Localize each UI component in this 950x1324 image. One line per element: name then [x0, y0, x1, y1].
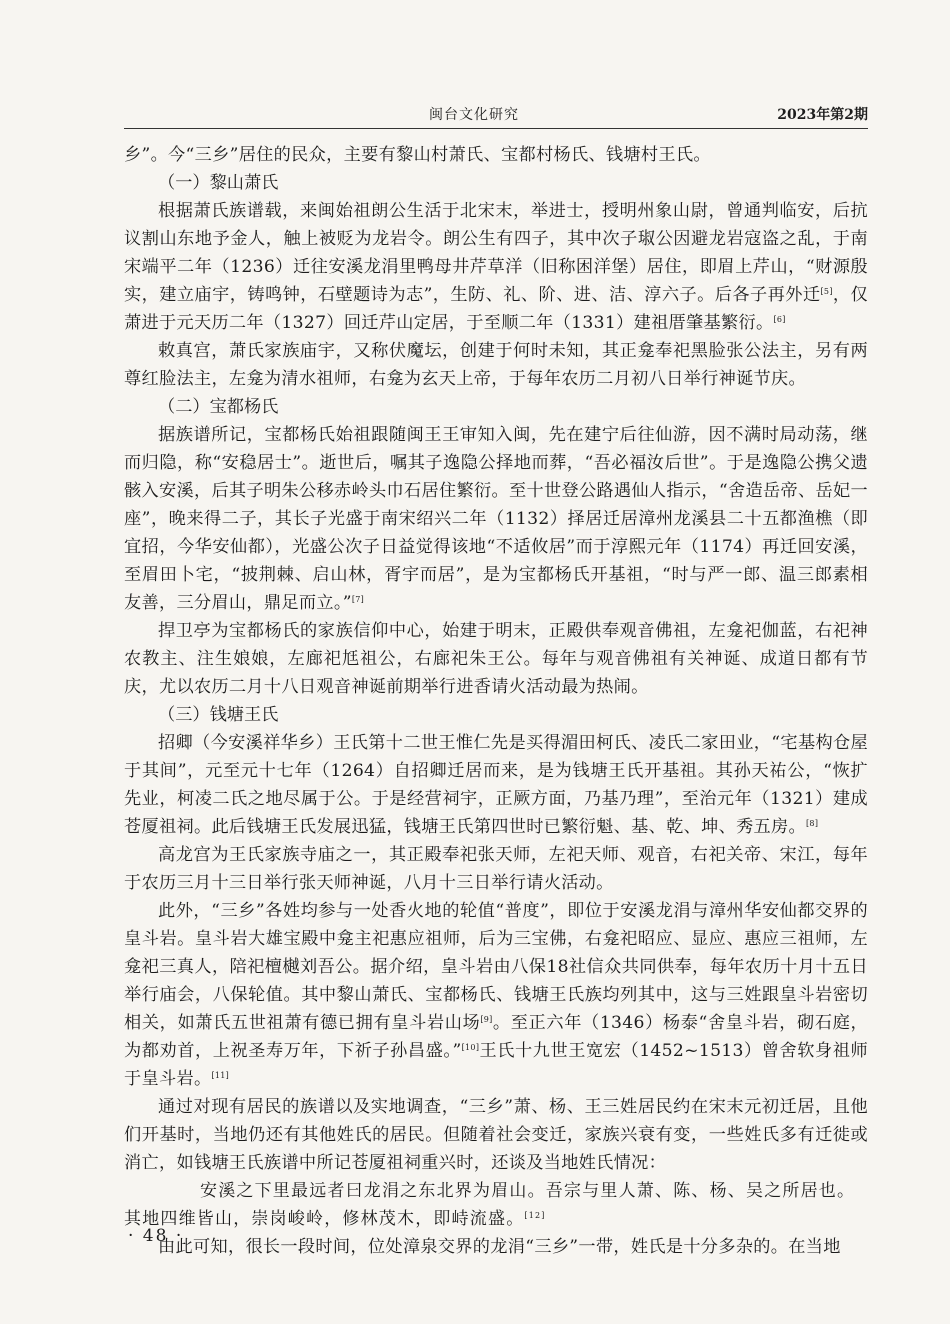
block-quote — [124, 1177, 868, 1233]
footnote-ref: [10] — [461, 1043, 480, 1052]
article-body — [124, 141, 868, 1261]
paragraph: 乡”。今“三乡”居住的民众，主要有黎山村萧氏、宝都村杨氏、钱塘村王氏。 — [124, 145, 711, 165]
running-header — [124, 104, 868, 129]
footnote-ref: [12] — [524, 1211, 546, 1220]
paragraph: 由此可知，很长一段时间，位处漳泉交界的龙涓“三乡”一带，姓氏是十分多杂的。在当地 — [158, 1237, 841, 1257]
section-heading: （二）宝都杨氏 — [158, 397, 279, 417]
footnote-ref: [9] — [480, 1015, 493, 1024]
quote-text: 安溪之下里最远者曰龙涓之东北界为眉山。吾宗与里人萧、陈、杨、吴之所居也。其地四维皆山，崇岗峻岭，修林茂木，即峙流盛。 — [124, 1181, 856, 1229]
section-heading: （一）黎山萧氏 — [158, 173, 279, 193]
paragraph: 高龙宫为王氏家族寺庙之一，其正殿奉祀张天师，左祀天师、观音，右祀关帝、宋江，每年于农历三月十三日举行张天师神诞，八月十三日举行请火活动。 — [124, 845, 868, 893]
section-heading: （三）钱塘王氏 — [158, 705, 279, 725]
paragraph: 通过对现有居民的族谱以及实地调查，“三乡”萧、杨、王三姓居民约在宋末元初迁居，且他们开基时，当地仍还有其他姓氏的居民。但随着社会变迁，家族兴衰有变，一些姓氏多有迁徙或消亡，如钱塘王氏族谱中所记苍厦祖祠重兴时，还谈及当地姓氏情况： — [124, 1097, 868, 1173]
journal-title: 闽台文化研究 — [429, 107, 519, 123]
paragraph-text: 。至正六年（1346）杨泰“舍皇斗岩，砌石庭，为都劝首，上祝圣寿万年，下祈子孙昌盛。” — [124, 1013, 868, 1061]
paragraph: 捍卫亭为宝都杨氏的家族信仰中心，始建于明末，正殿供奉观音佛祖，左龛祀伽蓝，右祀神农教主、注生娘娘，左廊祀尪祖公，右廊祀朱王公。每年与观音佛祖有关神诞、成道日都有节庆，尤以农历二月十八日观音神诞前期举行进香请火活动最为热闹。 — [124, 621, 868, 697]
footnote-ref: [11] — [211, 1071, 230, 1080]
paragraph-text: 据族谱所记，宝都杨氏始祖跟随闽王王审知入闽，先在建宁后往仙游，因不满时局动荡，继而归隐，称“安稳居士”。逝世后，嘱其子逸隐公择地而葬，“吾必福汝后世”。于是逸隐公携父遗骸入安溪，后其子明朱公移赤岭头巾石居住繁衍。至十世登公路遇仙人指示，“舍造岳帝、岳妃一座”，晚来得二子，其长子光盛于南宋绍兴二年（1132）择居迁居漳州龙溪县二十五都渔樵（即宜招，今华安仙都），光盛公次子日益觉得该地“不适攸居”而于淳熙元年（1174）再迁回安溪，至眉田卜宅，“披荆棘、启山林，胥宇而居”，是为宝都杨氏开基祖，“时与严一郎、温三郎素相友善，三分眉山，鼎足而立。” — [124, 425, 868, 613]
paragraph-text: 王氏十九世王宽宏（1452~1513）曾舍软身祖师于皇斗岩。 — [124, 1041, 868, 1089]
footnote-ref: [7] — [351, 595, 365, 604]
issue-label: 2023年第2期 — [777, 107, 868, 123]
paragraph — [124, 897, 868, 1093]
paragraph-text: 此外，“三乡”各姓均参与一处香火地的轮值“普度”，即位于安溪龙涓与漳州华安仙都交界的皇斗岩。皇斗岩大雄宝殿中龛主祀惠应祖师，后为三宝佛，右龛祀昭应、显应、惠应三祖师，左龛祀三真人，陪祀檀樾刘吾公。据介绍，皇斗岩由八保18社信众共同供奉，每年农历十月十五日举行庙会，八保轮值。其中黎山萧氏、宝都杨氏、钱塘王氏族均列其中，这与三姓跟皇斗岩密切相关，如萧氏五世祖萧有德已拥有皇斗岩山场 — [124, 901, 868, 1033]
paragraph-text: 招卿（今安溪祥华乡）王氏第十二世王惟仁先是买得湄田柯氏、凌氏二家田业，“宅基构仓屋于其间”，元至元十七年（1264）自招卿迁居而来，是为钱塘王氏开基祖。其孙天祐公，“恢扩先业，柯凌二氏之地尽属于公。于是经营祠宇，正厥方面，乃基乃理”，至治元年（1321）建成苍厦祖祠。此后钱塘王氏发展迅猛，钱塘王氏第四世时已繁衍魁、基、乾、坤、秀五房。 — [124, 733, 868, 837]
footnote-ref: [6] — [773, 315, 786, 324]
paragraph-text: 根据萧氏族谱载，来闽始祖朗公生活于北宋末，举进士，授明州象山尉，曾通判临安，后抗议割山东地予金人，触上被贬为龙岩令。朗公生有四子，其中次子琡公因避龙岩寇盗之乱，于南宋端平二年（1236）迁往安溪龙涓里鸭母井芹草洋（旧称困洋堡）居住，即眉上芹山，“财源殷实，建立庙宇，铸鸣钟，石壁题诗为志”，生防、礼、阶、进、洁、淳六子。后各子再外迁 — [124, 201, 868, 305]
paragraph: 敕真宫，萧氏家族庙宇，又称伏魔坛，创建于何时未知，其正龛奉祀黑脸张公法主，另有两尊红脸法主，左龛为清水祖师，右龛为玄天上帝，于每年农历二月初八日举行神诞节庆。 — [124, 341, 868, 389]
footnote-ref: [8] — [806, 819, 819, 828]
paragraph — [124, 197, 868, 337]
paragraph-text: ，仅萧进于元天历二年（1327）回迁芹山定居，于至顺二年（1331）建祖厝肇基繁衍。 — [124, 285, 868, 333]
footnote-ref: [5] — [820, 287, 833, 296]
page-number: · 48 · — [128, 1226, 184, 1246]
paragraph — [124, 729, 868, 841]
paragraph — [124, 421, 868, 617]
